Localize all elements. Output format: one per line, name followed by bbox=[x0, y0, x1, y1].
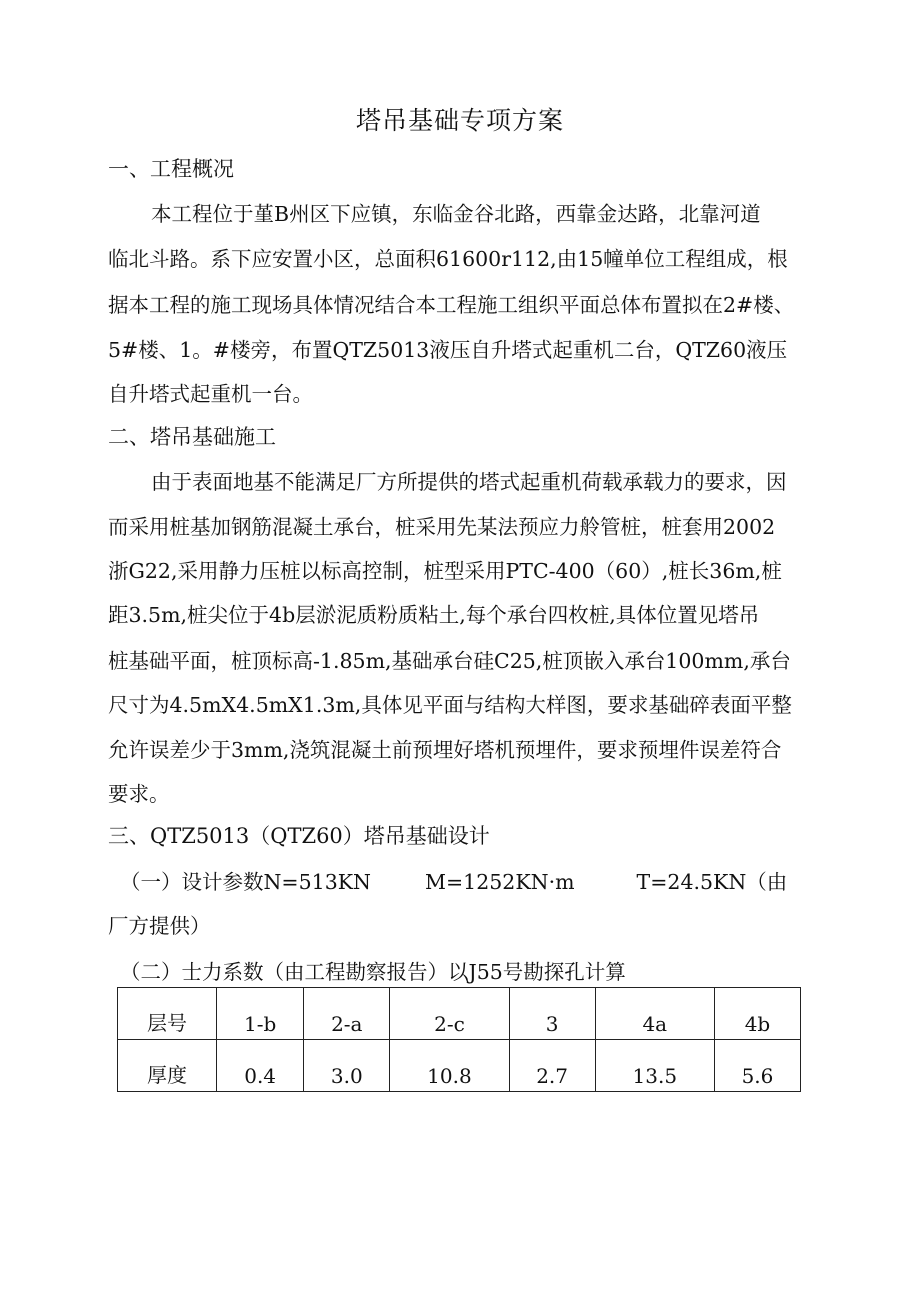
section2-line-2: 而采用桩基加钢筋混凝土承台，桩采用先某法预应力舲管桩，桩套用2002 bbox=[108, 515, 776, 539]
table-cell: 厚度 bbox=[118, 1040, 217, 1092]
section1-heading: 一、工程概况 bbox=[108, 157, 234, 181]
table-cell: 0.4 bbox=[217, 1040, 304, 1092]
section1-line-2: 临北斗路。系下应安置小区，总面积61600r112,由15幢单位工程组成，根 bbox=[108, 247, 788, 271]
section2-line-7: 允许误差少于3mm,浇筑混凝土前预埋好塔机预埋件，要求预埋件误差符合 bbox=[108, 738, 782, 762]
soil-layer-table bbox=[117, 987, 801, 1092]
section1-line-3: 据本工程的施工现场具体情况结合本工程施工组织平面总体布置拟在2#楼、 bbox=[108, 293, 795, 317]
section1-line-5: 自升塔式起重机一台。 bbox=[108, 382, 313, 406]
design-params-n: （一）设计参数N=513KN bbox=[120, 870, 371, 894]
soil-table-caption: （二）士力系数（由工程勘察报告）以J55号勘探孔计算 bbox=[120, 960, 626, 984]
table-cell: 5.6 bbox=[714, 1040, 800, 1092]
table-cell: 2-a bbox=[304, 988, 390, 1040]
section1-line-4: 5#楼、1。#楼旁，布置QTZ5013液压自升塔式起重机二台，QTZ60液压 bbox=[108, 338, 788, 362]
document-title: 塔吊基础专项方案 bbox=[355, 106, 564, 135]
table-cell: 10.8 bbox=[390, 1040, 509, 1092]
design-params-continuation: 厂方提供） bbox=[108, 914, 211, 938]
section2-line-4: 距3.5m,桩尖位于4b层淤泥质粉质粘土,每个承台四枚桩,具体位置见塔吊 bbox=[108, 603, 760, 627]
table-row bbox=[118, 1040, 801, 1092]
design-params-m: M=1252KN·m bbox=[425, 870, 575, 894]
design-params-t: T=24.5KN（由 bbox=[636, 870, 788, 894]
section2-line-5: 桩基础平面，桩顶标高-1.85m,基础承台硅C25,桩顶嵌入承台100mm,承台 bbox=[108, 649, 791, 673]
table-cell: 3 bbox=[509, 988, 595, 1040]
section2-line-3: 浙G22,采用静力压桩以标高控制，桩型采用PTC-400（60）,桩长36m,桩 bbox=[108, 559, 782, 583]
section2-line-1: 由于表面地基不能满足厂方所提供的塔式起重机荷载承载力的要求，因 bbox=[151, 470, 787, 494]
design-params-line bbox=[120, 866, 787, 898]
section2-line-8: 要求。 bbox=[108, 782, 170, 806]
table-cell: 2-c bbox=[390, 988, 509, 1040]
table-cell: 2.7 bbox=[509, 1040, 595, 1092]
section2-line-6: 尺寸为4.5mX4.5mX1.3m,具体见平面与结构大样图，要求基础碎表面平整 bbox=[108, 693, 792, 717]
table-cell: 4b bbox=[714, 988, 800, 1040]
table-cell: 1-b bbox=[217, 988, 304, 1040]
table-row bbox=[118, 988, 801, 1040]
table-cell: 4a bbox=[595, 988, 714, 1040]
section2-heading: 二、塔吊基础施工 bbox=[108, 425, 276, 449]
table-cell: 13.5 bbox=[595, 1040, 714, 1092]
section1-line-1: 本工程位于堇B州区下应镇，东临金谷北路，西靠金达路，北靠河道 bbox=[151, 202, 761, 226]
table-cell: 3.0 bbox=[304, 1040, 390, 1092]
table-cell: 层号 bbox=[118, 988, 217, 1040]
section3-heading: 三、QTZ5013（QTZ60）塔吊基础设计 bbox=[108, 824, 490, 848]
